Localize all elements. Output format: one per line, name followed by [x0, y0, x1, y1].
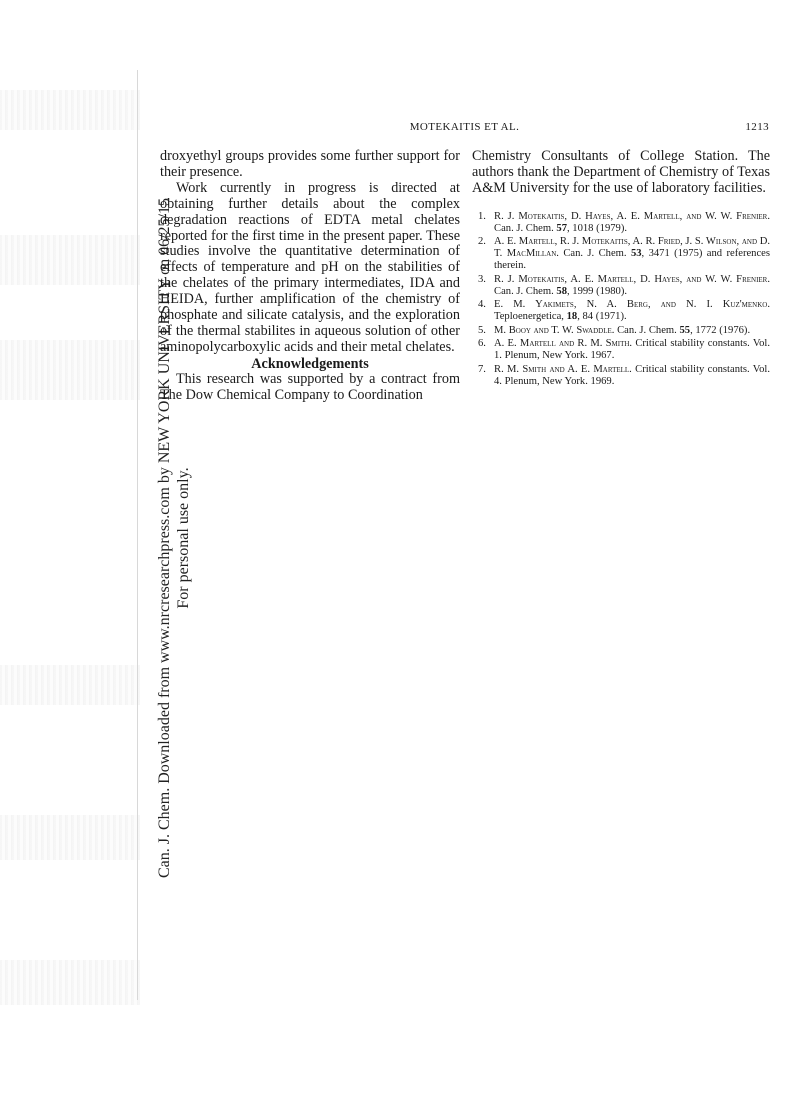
reference-pages: , 1999 (1980).	[566, 285, 628, 297]
page-number: 1213	[745, 121, 769, 133]
reference-volume: 18	[566, 311, 578, 323]
acknowledgements-text-continued: Chemistry Consultants of College Station. The authors thank the Department of Chemistry of Texas A&M University for the use of laboratory facilities.	[472, 148, 770, 196]
reference-item	[472, 274, 770, 298]
running-title: MOTEKAITIS ET AL.	[409, 121, 520, 133]
reference-volume: 55	[679, 324, 691, 336]
reference-number: 4.	[478, 299, 486, 311]
scan-artifact	[0, 90, 140, 130]
page-header	[160, 121, 769, 137]
body-paragraph: Work currently in progress is directed at obtaining further details about the complex degradation reactions of EDTA metal chelates reported for the first time in the present paper. These studies involve the quantitative determination of effects of temperature and pH on the stabilities of the chelates of the primary intermediates, IDA and HEIDA, further amplification of the chemistry of phosphate and silicate catalysis, and the exploration of the thermal stabilites in aqueous solution of other aminopolycarboxylic acids and their metal chelates.	[160, 179, 460, 355]
reference-number: 1.	[478, 210, 486, 222]
reference-authors: R. J. Motekaitis, A. E. Martell, D. Hayes, and W. W. Frenier.	[494, 273, 770, 285]
reference-authors: A. E. Martell, R. J. Motekaitis, A. R. Fried, J. S. Wilson, and D. T. MacMillan.	[494, 236, 770, 260]
body-paragraph: droxyethyl groups provides some further support for their presence.	[160, 148, 460, 180]
reference-pages: , 1772 (1976).	[690, 324, 751, 336]
reference-number: 3.	[478, 273, 486, 285]
reference-item	[472, 299, 770, 323]
watermark-line-1: Can. J. Chem. Downloaded from www.nrcresearchpress.com by NEW YORK UNIVERSITY on 06/25/15	[156, 197, 173, 879]
reference-list	[472, 211, 770, 388]
reference-citation: Can. J. Chem.	[494, 285, 557, 297]
scan-artifact	[0, 815, 140, 860]
reference-pages: , 1018 (1979).	[566, 222, 628, 234]
reference-pages: , 3471 (1975) and references therein.	[494, 248, 771, 272]
reference-authors: R. M. Smith and A. E. Martell.	[494, 363, 632, 375]
reference-citation: Can. J. Chem.	[494, 222, 557, 234]
reference-citation: Can. J. Chem.	[614, 324, 680, 336]
reference-number: 7.	[478, 363, 486, 375]
reference-item	[472, 236, 770, 272]
reference-item	[472, 325, 770, 337]
binding-line	[137, 70, 138, 1000]
reference-number: 6.	[478, 338, 486, 350]
reference-authors: M. Booy and T. W. Swaddle.	[494, 324, 615, 336]
reference-citation: Critical stability constants. Vol. 4. Plenum, New York. 1969.	[494, 363, 770, 387]
reference-volume: 58	[556, 285, 567, 297]
left-column	[160, 149, 460, 404]
reference-item	[472, 364, 770, 388]
reference-citation: Critical stability constants. Vol. 1. Plenum, New York. 1967.	[494, 338, 771, 362]
reference-pages: , 84 (1971).	[577, 311, 627, 323]
scan-artifact	[0, 340, 140, 400]
reference-authors: A. E. Martell and R. M. Smith.	[494, 338, 633, 350]
reference-volume: 53	[630, 248, 642, 260]
acknowledgements-text: This research was supported by a contract from The Dow Chemical Company to Coordination	[160, 370, 460, 403]
reference-volume: 57	[556, 222, 567, 234]
reference-authors: E. M. Yakimets, N. A. Berg, and N. I. Kuz'menko.	[494, 299, 770, 311]
acknowledgements-heading: Acknowledgements	[251, 355, 369, 372]
reference-number: 2.	[478, 236, 486, 248]
right-column	[472, 149, 770, 389]
scan-artifact	[0, 665, 140, 705]
scan-artifact	[0, 235, 140, 285]
reference-citation: Teploenergetica,	[494, 311, 567, 323]
reference-item	[472, 338, 770, 362]
watermark-line-2: For personal use only.	[175, 467, 192, 609]
reference-item	[472, 211, 770, 235]
reference-number: 5.	[478, 324, 486, 336]
scan-artifact	[0, 960, 140, 1005]
reference-citation: Can. J. Chem.	[558, 248, 631, 260]
reference-authors: R. J. Motekaitis, D. Hayes, A. E. Martell, and W. W. Frenier.	[494, 210, 770, 222]
